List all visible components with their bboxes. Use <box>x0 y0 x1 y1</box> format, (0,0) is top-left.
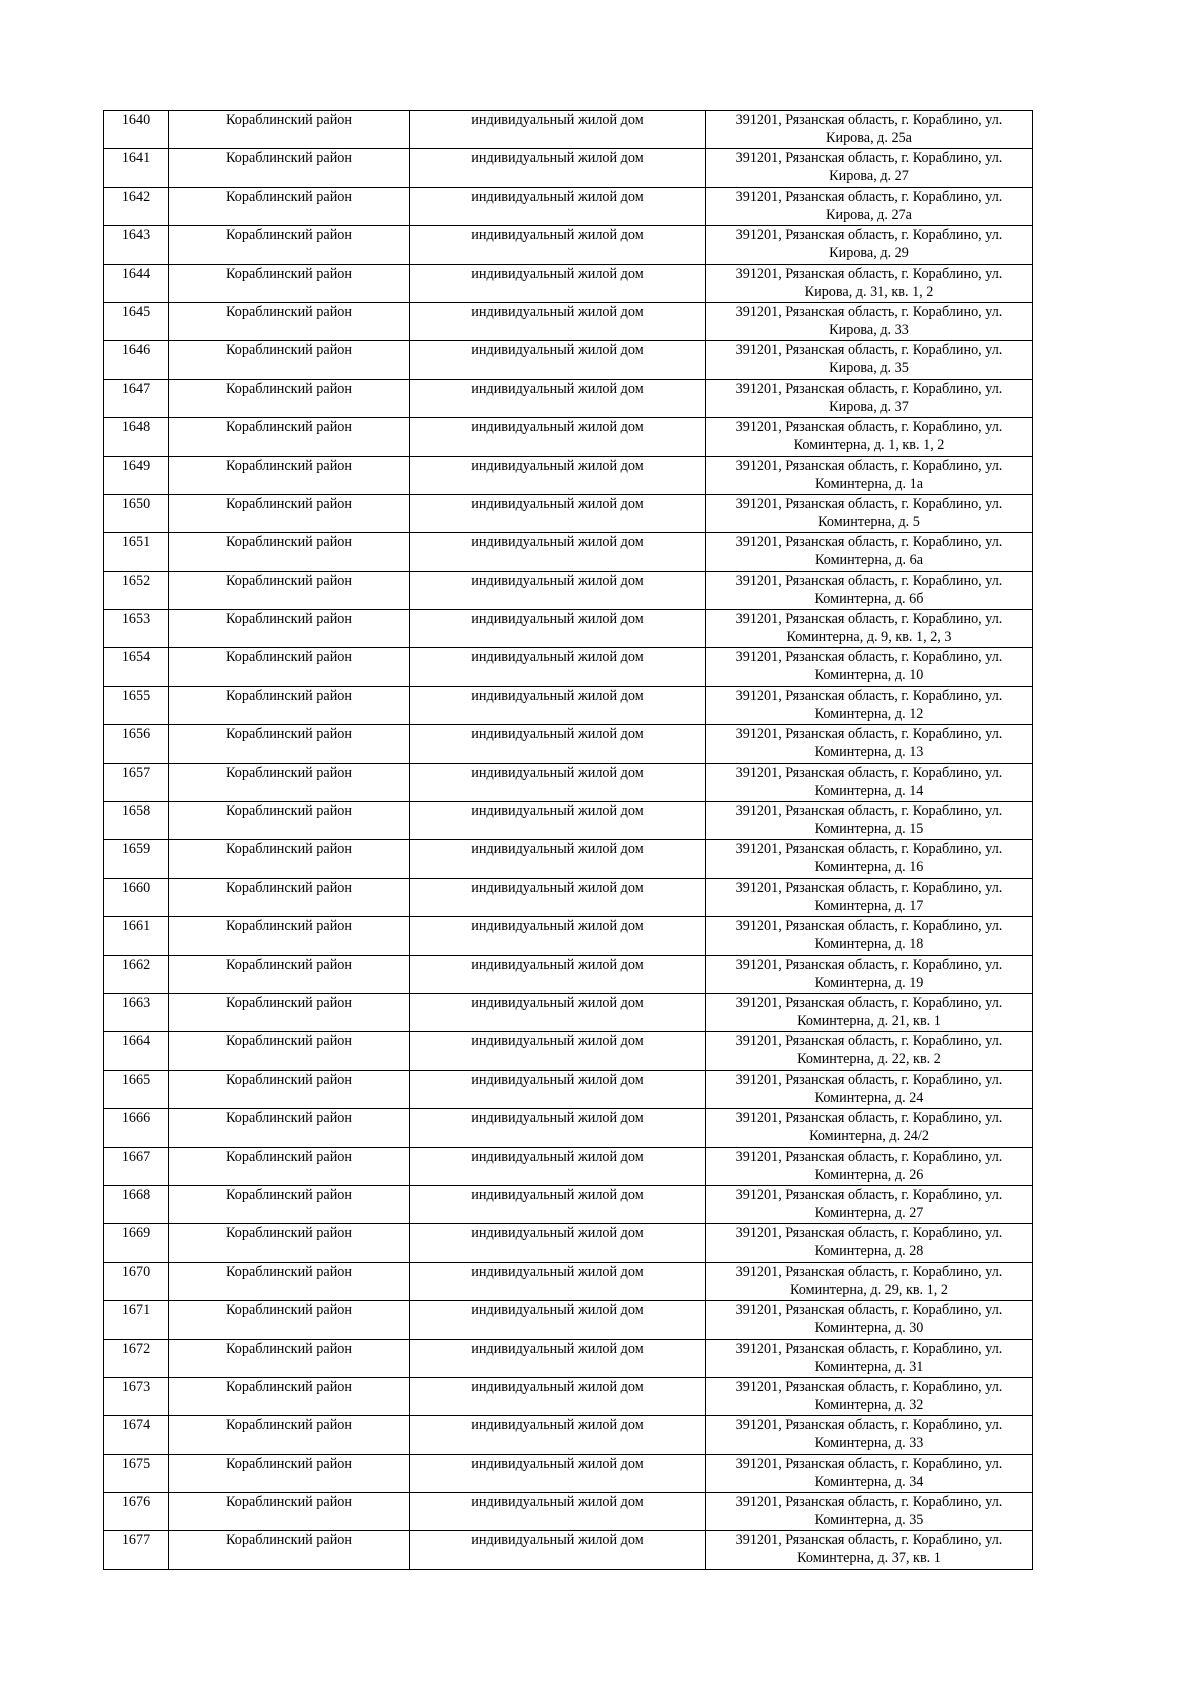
address-cell: 391201, Рязанская область, г. Кораблино, ул. Коминтерна, д. 12 <box>706 686 1033 724</box>
row-number-cell: 1668 <box>104 1185 169 1223</box>
table-row <box>104 1109 1033 1147</box>
object-type-cell: индивидуальный жилой дом <box>410 686 706 724</box>
district-cell: Кораблинский район <box>169 840 410 878</box>
object-type-cell: индивидуальный жилой дом <box>410 993 706 1031</box>
row-number-cell: 1651 <box>104 533 169 571</box>
table-row <box>104 763 1033 801</box>
district-cell: Кораблинский район <box>169 917 410 955</box>
table-row <box>104 418 1033 456</box>
district-cell: Кораблинский район <box>169 1377 410 1415</box>
row-number-cell: 1676 <box>104 1493 169 1531</box>
district-cell: Кораблинский район <box>169 571 410 609</box>
row-number-cell: 1666 <box>104 1109 169 1147</box>
object-type-cell: индивидуальный жилой дом <box>410 341 706 379</box>
object-type-cell: индивидуальный жилой дом <box>410 917 706 955</box>
object-type-cell: индивидуальный жилой дом <box>410 648 706 686</box>
row-number-cell: 1662 <box>104 955 169 993</box>
address-cell: 391201, Рязанская область, г. Кораблино, ул. Коминтерна, д. 13 <box>706 725 1033 763</box>
row-number-cell: 1663 <box>104 993 169 1031</box>
object-type-cell: индивидуальный жилой дом <box>410 456 706 494</box>
row-number-cell: 1649 <box>104 456 169 494</box>
district-cell: Кораблинский район <box>169 802 410 840</box>
row-number-cell: 1664 <box>104 1032 169 1070</box>
object-type-cell: индивидуальный жилой дом <box>410 264 706 302</box>
object-type-cell: индивидуальный жилой дом <box>410 1493 706 1531</box>
row-number-cell: 1654 <box>104 648 169 686</box>
address-cell: 391201, Рязанская область, г. Кораблино, ул. Коминтерна, д. 24/2 <box>706 1109 1033 1147</box>
object-type-cell: индивидуальный жилой дом <box>410 1147 706 1185</box>
table-row <box>104 494 1033 532</box>
district-cell: Кораблинский район <box>169 379 410 417</box>
address-cell: 391201, Рязанская область, г. Кораблино, ул. Коминтерна, д. 9, кв. 1, 2, 3 <box>706 610 1033 648</box>
object-type-cell: индивидуальный жилой дом <box>410 1454 706 1492</box>
row-number-cell: 1647 <box>104 379 169 417</box>
table-row <box>104 610 1033 648</box>
district-cell: Кораблинский район <box>169 955 410 993</box>
table-row <box>104 802 1033 840</box>
district-cell: Кораблинский район <box>169 1109 410 1147</box>
address-cell: 391201, Рязанская область, г. Кораблино, ул. Коминтерна, д. 17 <box>706 878 1033 916</box>
address-cell: 391201, Рязанская область, г. Кораблино, ул. Коминтерна, д. 33 <box>706 1416 1033 1454</box>
address-cell: 391201, Рязанская область, г. Кораблино, ул. Коминтерна, д. 6б <box>706 571 1033 609</box>
table-row <box>104 341 1033 379</box>
district-cell: Кораблинский район <box>169 264 410 302</box>
table-row <box>104 1339 1033 1377</box>
object-type-cell: индивидуальный жилой дом <box>410 1109 706 1147</box>
district-cell: Кораблинский район <box>169 1262 410 1300</box>
address-cell: 391201, Рязанская область, г. Кораблино, ул. Коминтерна, д. 22, кв. 2 <box>706 1032 1033 1070</box>
address-cell: 391201, Рязанская область, г. Кораблино, ул. Коминтерна, д. 14 <box>706 763 1033 801</box>
row-number-cell: 1658 <box>104 802 169 840</box>
object-type-cell: индивидуальный жилой дом <box>410 1531 706 1569</box>
district-cell: Кораблинский район <box>169 686 410 724</box>
table-row <box>104 1377 1033 1415</box>
object-type-cell: индивидуальный жилой дом <box>410 1032 706 1070</box>
district-cell: Кораблинский район <box>169 1032 410 1070</box>
row-number-cell: 1641 <box>104 149 169 187</box>
table-row <box>104 1416 1033 1454</box>
object-type-cell: индивидуальный жилой дом <box>410 840 706 878</box>
district-cell: Кораблинский район <box>169 226 410 264</box>
object-type-cell: индивидуальный жилой дом <box>410 1224 706 1262</box>
district-cell: Кораблинский район <box>169 1147 410 1185</box>
address-cell: 391201, Рязанская область, г. Кораблино, ул. Кирова, д. 29 <box>706 226 1033 264</box>
table-row <box>104 686 1033 724</box>
object-type-cell: индивидуальный жилой дом <box>410 725 706 763</box>
address-cell: 391201, Рязанская область, г. Кораблино, ул. Кирова, д. 25а <box>706 111 1033 149</box>
address-cell: 391201, Рязанская область, г. Кораблино, ул. Кирова, д. 35 <box>706 341 1033 379</box>
row-number-cell: 1672 <box>104 1339 169 1377</box>
address-cell: 391201, Рязанская область, г. Кораблино, ул. Кирова, д. 33 <box>706 302 1033 340</box>
row-number-cell: 1644 <box>104 264 169 302</box>
district-cell: Кораблинский район <box>169 648 410 686</box>
address-cell: 391201, Рязанская область, г. Кораблино, ул. Коминтерна, д. 32 <box>706 1377 1033 1415</box>
row-number-cell: 1660 <box>104 878 169 916</box>
district-cell: Кораблинский район <box>169 302 410 340</box>
district-cell: Кораблинский район <box>169 1493 410 1531</box>
table-row <box>104 993 1033 1031</box>
address-cell: 391201, Рязанская область, г. Кораблино, ул. Кирова, д. 27а <box>706 187 1033 225</box>
row-number-cell: 1650 <box>104 494 169 532</box>
object-type-cell: индивидуальный жилой дом <box>410 1339 706 1377</box>
address-cell: 391201, Рязанская область, г. Кораблино, ул. Коминтерна, д. 34 <box>706 1454 1033 1492</box>
district-cell: Кораблинский район <box>169 1185 410 1223</box>
table-row <box>104 1301 1033 1339</box>
table-row <box>104 1147 1033 1185</box>
object-type-cell: индивидуальный жилой дом <box>410 802 706 840</box>
table-row <box>104 1262 1033 1300</box>
row-number-cell: 1657 <box>104 763 169 801</box>
table-row <box>104 379 1033 417</box>
district-cell: Кораблинский район <box>169 111 410 149</box>
district-cell: Кораблинский район <box>169 1531 410 1569</box>
table-row <box>104 917 1033 955</box>
object-type-cell: индивидуальный жилой дом <box>410 379 706 417</box>
table-row <box>104 1493 1033 1531</box>
object-type-cell: индивидуальный жилой дом <box>410 1262 706 1300</box>
address-cell: 391201, Рязанская область, г. Кораблино, ул. Коминтерна, д. 18 <box>706 917 1033 955</box>
address-cell: 391201, Рязанская область, г. Кораблино, ул. Коминтерна, д. 1а <box>706 456 1033 494</box>
table-row <box>104 1032 1033 1070</box>
object-type-cell: индивидуальный жилой дом <box>410 955 706 993</box>
row-number-cell: 1645 <box>104 302 169 340</box>
address-cell: 391201, Рязанская область, г. Кораблино, ул. Коминтерна, д. 6а <box>706 533 1033 571</box>
district-cell: Кораблинский район <box>169 1070 410 1108</box>
district-cell: Кораблинский район <box>169 763 410 801</box>
object-type-cell: индивидуальный жилой дом <box>410 1377 706 1415</box>
row-number-cell: 1646 <box>104 341 169 379</box>
address-cell: 391201, Рязанская область, г. Кораблино, ул. Коминтерна, д. 30 <box>706 1301 1033 1339</box>
row-number-cell: 1643 <box>104 226 169 264</box>
object-type-cell: индивидуальный жилой дом <box>410 763 706 801</box>
object-type-cell: индивидуальный жилой дом <box>410 418 706 456</box>
object-type-cell: индивидуальный жилой дом <box>410 1416 706 1454</box>
table-row <box>104 840 1033 878</box>
object-type-cell: индивидуальный жилой дом <box>410 111 706 149</box>
address-cell: 391201, Рязанская область, г. Кораблино, ул. Коминтерна, д. 27 <box>706 1185 1033 1223</box>
object-type-cell: индивидуальный жилой дом <box>410 878 706 916</box>
row-number-cell: 1669 <box>104 1224 169 1262</box>
row-number-cell: 1670 <box>104 1262 169 1300</box>
row-number-cell: 1648 <box>104 418 169 456</box>
object-type-cell: индивидуальный жилой дом <box>410 1070 706 1108</box>
district-cell: Кораблинский район <box>169 1339 410 1377</box>
address-cell: 391201, Рязанская область, г. Кораблино, ул. Коминтерна, д. 1, кв. 1, 2 <box>706 418 1033 456</box>
address-cell: 391201, Рязанская область, г. Кораблино, ул. Коминтерна, д. 19 <box>706 955 1033 993</box>
district-cell: Кораблинский район <box>169 418 410 456</box>
address-cell: 391201, Рязанская область, г. Кораблино, ул. Коминтерна, д. 16 <box>706 840 1033 878</box>
table-row <box>104 878 1033 916</box>
row-number-cell: 1661 <box>104 917 169 955</box>
object-type-cell: индивидуальный жилой дом <box>410 149 706 187</box>
table-row <box>104 226 1033 264</box>
table-row <box>104 725 1033 763</box>
district-cell: Кораблинский район <box>169 993 410 1031</box>
district-cell: Кораблинский район <box>169 494 410 532</box>
table-row <box>104 111 1033 149</box>
table-row <box>104 456 1033 494</box>
district-cell: Кораблинский район <box>169 610 410 648</box>
table-row <box>104 1185 1033 1223</box>
object-type-cell: индивидуальный жилой дом <box>410 187 706 225</box>
object-type-cell: индивидуальный жилой дом <box>410 1301 706 1339</box>
table-row <box>104 648 1033 686</box>
row-number-cell: 1656 <box>104 725 169 763</box>
object-type-cell: индивидуальный жилой дом <box>410 1185 706 1223</box>
address-cell: 391201, Рязанская область, г. Кораблино, ул. Коминтерна, д. 21, кв. 1 <box>706 993 1033 1031</box>
address-cell: 391201, Рязанская область, г. Кораблино, ул. Кирова, д. 31, кв. 1, 2 <box>706 264 1033 302</box>
object-type-cell: индивидуальный жилой дом <box>410 302 706 340</box>
address-cell: 391201, Рязанская область, г. Кораблино, ул. Коминтерна, д. 10 <box>706 648 1033 686</box>
address-cell: 391201, Рязанская область, г. Кораблино, ул. Коминтерна, д. 28 <box>706 1224 1033 1262</box>
address-cell: 391201, Рязанская область, г. Кораблино, ул. Коминтерна, д. 35 <box>706 1493 1033 1531</box>
address-cell: 391201, Рязанская область, г. Кораблино, ул. Коминтерна, д. 5 <box>706 494 1033 532</box>
table-row <box>104 571 1033 609</box>
object-type-cell: индивидуальный жилой дом <box>410 533 706 571</box>
table-row <box>104 1070 1033 1108</box>
row-number-cell: 1677 <box>104 1531 169 1569</box>
row-number-cell: 1640 <box>104 111 169 149</box>
address-cell: 391201, Рязанская область, г. Кораблино, ул. Кирова, д. 27 <box>706 149 1033 187</box>
table-row <box>104 1454 1033 1492</box>
row-number-cell: 1667 <box>104 1147 169 1185</box>
address-cell: 391201, Рязанская область, г. Кораблино, ул. Коминтерна, д. 31 <box>706 1339 1033 1377</box>
registry-table-body <box>104 111 1033 1570</box>
table-row <box>104 187 1033 225</box>
object-type-cell: индивидуальный жилой дом <box>410 494 706 532</box>
table-row <box>104 264 1033 302</box>
row-number-cell: 1674 <box>104 1416 169 1454</box>
table-row <box>104 149 1033 187</box>
address-cell: 391201, Рязанская область, г. Кораблино, ул. Коминтерна, д. 15 <box>706 802 1033 840</box>
object-type-cell: индивидуальный жилой дом <box>410 571 706 609</box>
table-row <box>104 955 1033 993</box>
district-cell: Кораблинский район <box>169 187 410 225</box>
district-cell: Кораблинский район <box>169 533 410 571</box>
row-number-cell: 1655 <box>104 686 169 724</box>
row-number-cell: 1671 <box>104 1301 169 1339</box>
registry-table <box>103 110 1033 1570</box>
address-cell: 391201, Рязанская область, г. Кораблино, ул. Коминтерна, д. 24 <box>706 1070 1033 1108</box>
address-cell: 391201, Рязанская область, г. Кораблино, ул. Коминтерна, д. 26 <box>706 1147 1033 1185</box>
district-cell: Кораблинский район <box>169 456 410 494</box>
table-row <box>104 302 1033 340</box>
row-number-cell: 1642 <box>104 187 169 225</box>
district-cell: Кораблинский район <box>169 341 410 379</box>
table-row <box>104 1224 1033 1262</box>
row-number-cell: 1652 <box>104 571 169 609</box>
object-type-cell: индивидуальный жилой дом <box>410 226 706 264</box>
address-cell: 391201, Рязанская область, г. Кораблино, ул. Коминтерна, д. 37, кв. 1 <box>706 1531 1033 1569</box>
table-row <box>104 533 1033 571</box>
object-type-cell: индивидуальный жилой дом <box>410 610 706 648</box>
row-number-cell: 1659 <box>104 840 169 878</box>
address-cell: 391201, Рязанская область, г. Кораблино, ул. Кирова, д. 37 <box>706 379 1033 417</box>
row-number-cell: 1653 <box>104 610 169 648</box>
district-cell: Кораблинский район <box>169 1454 410 1492</box>
address-cell: 391201, Рязанская область, г. Кораблино, ул. Коминтерна, д. 29, кв. 1, 2 <box>706 1262 1033 1300</box>
row-number-cell: 1673 <box>104 1377 169 1415</box>
district-cell: Кораблинский район <box>169 725 410 763</box>
district-cell: Кораблинский район <box>169 1224 410 1262</box>
row-number-cell: 1665 <box>104 1070 169 1108</box>
district-cell: Кораблинский район <box>169 149 410 187</box>
table-row <box>104 1531 1033 1569</box>
district-cell: Кораблинский район <box>169 1416 410 1454</box>
district-cell: Кораблинский район <box>169 1301 410 1339</box>
row-number-cell: 1675 <box>104 1454 169 1492</box>
district-cell: Кораблинский район <box>169 878 410 916</box>
